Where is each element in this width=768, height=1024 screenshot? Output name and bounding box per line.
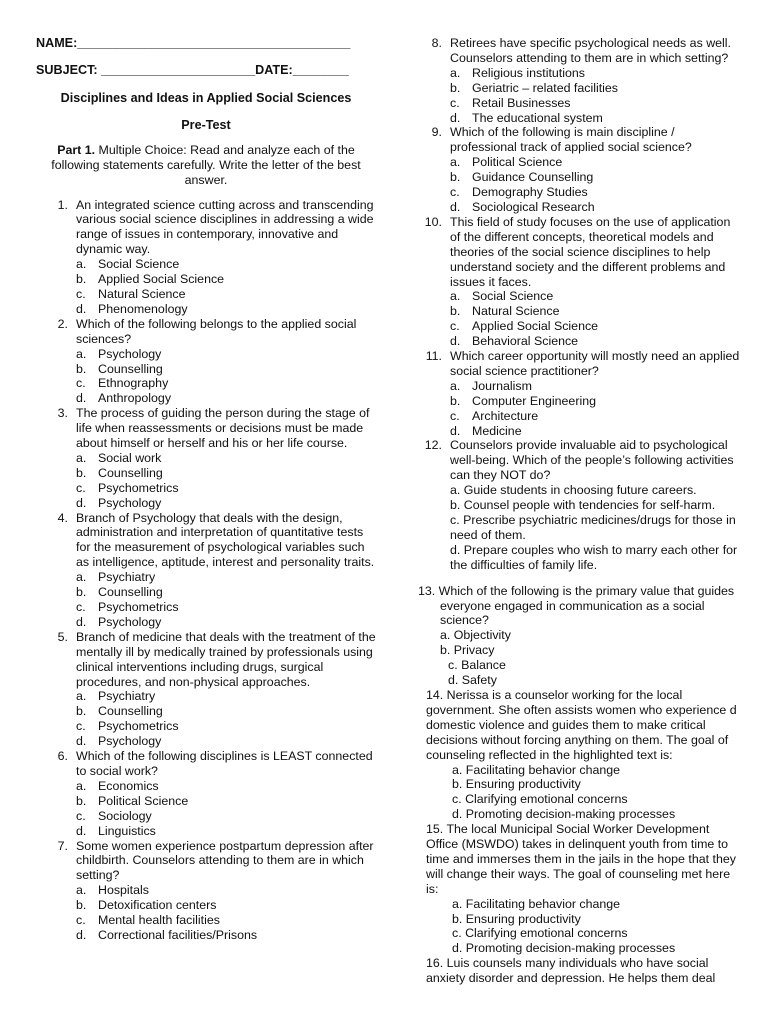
option-text: Guidance Counselling [472, 170, 594, 185]
option-text: The educational system [472, 110, 603, 125]
option-text: Counselling [98, 361, 163, 376]
option-text: Ethnography [98, 376, 169, 391]
option-text: Natural Science [472, 304, 560, 319]
question-text: The process of guiding the person during the stage of life when reassessments or decisions must be made about himself or herself and his or her life course. [76, 406, 370, 451]
option [76, 704, 376, 719]
question-text: Which of the following is main discipline / professional track of applied social science? [450, 125, 692, 155]
question-item [36, 198, 376, 317]
option-letter: b. [450, 170, 461, 185]
option-letter: c. [76, 376, 86, 391]
option-letter: d. [76, 301, 87, 316]
option-text: Counselling [98, 465, 163, 480]
option-text: Applied Social Science [98, 272, 225, 287]
option-letter: b. [76, 898, 87, 913]
option [76, 809, 376, 824]
option [76, 600, 376, 615]
option-letter: a. [76, 257, 87, 272]
option: a. Objectivity [440, 628, 511, 643]
option-letter: c. [450, 95, 460, 110]
option: a. Facilitating behavior change [452, 896, 621, 911]
option-text: Counselling [98, 704, 163, 719]
option-text: Social work [98, 450, 162, 465]
option-text: Architecture [472, 408, 539, 423]
option [76, 615, 376, 630]
option-text: Psychology [98, 346, 162, 361]
option-text: Applied Social Science [472, 319, 599, 334]
question-text: 16. Luis counsels many individuals who have social anxiety disorder and depression. He helps them deal [426, 956, 716, 986]
option-letter: b. [76, 272, 87, 287]
question-16 [418, 956, 740, 986]
option-text: Psychology [98, 614, 162, 629]
option-letter: c. [76, 480, 86, 495]
option [450, 424, 740, 439]
option-letter: a. [76, 689, 87, 704]
option-letter: b. [450, 304, 461, 319]
option [76, 466, 376, 481]
option-letter: c. [76, 808, 86, 823]
option-letter: d. [450, 199, 461, 214]
option [450, 81, 740, 96]
option [76, 347, 376, 362]
question-text: Branch of Psychology that deals with the design, administration and interpretation of quantitative tests for the measurement of psychological variables such as intelligence, aptitude, interest and personality traits. [76, 510, 375, 570]
option-letter: d. [450, 423, 461, 438]
option [450, 319, 740, 334]
question-14 [418, 688, 740, 822]
option-letter: a. [76, 778, 87, 793]
option-letter: b. [76, 793, 87, 808]
option [76, 302, 376, 317]
option-text: Economics [98, 778, 159, 793]
option [76, 391, 376, 406]
option-text: Medicine [472, 423, 522, 438]
option [450, 200, 740, 215]
option-text: Hospitals [98, 883, 149, 898]
part-label: Part 1. [57, 142, 96, 157]
option: b. Ensuring productivity [452, 911, 581, 926]
option-text: Political Science [472, 155, 563, 170]
option [76, 689, 376, 704]
document-title: Disciplines and Ideas in Applied Social Sciences [60, 91, 352, 105]
question-item [36, 511, 376, 630]
question-item [36, 630, 376, 749]
option-text: Linguistics [98, 823, 156, 838]
option [450, 155, 740, 170]
question-item [36, 317, 376, 406]
option [76, 719, 376, 734]
option [76, 451, 376, 466]
option-text: Psychiatry [98, 689, 156, 704]
option [76, 779, 376, 794]
option [450, 96, 740, 111]
option [76, 257, 376, 272]
option-text: Psychology [98, 495, 162, 510]
option: a. Guide students in choosing future careers. [450, 483, 697, 498]
option-letter: a. [450, 155, 461, 170]
question-number: 5. [57, 629, 68, 644]
option [450, 289, 740, 304]
question-item [36, 406, 376, 510]
option-text: Social Science [472, 289, 554, 304]
question-number: 12. [424, 438, 442, 453]
question-text: Which career opportunity will mostly need an applied social science practitioner? [450, 349, 740, 378]
option [76, 376, 376, 391]
option [76, 496, 376, 511]
question-item [36, 839, 376, 943]
right-column [418, 36, 740, 986]
question-body [450, 349, 740, 438]
option [76, 824, 376, 839]
question-body [76, 198, 376, 317]
subject-date-field: SUBJECT: ______________________DATE:________ [36, 63, 349, 77]
option [450, 66, 740, 81]
option: c. Prescribe psychiatric medicines/drugs for those in need of them. [450, 513, 736, 542]
option-letter: c. [450, 185, 460, 200]
option [76, 362, 376, 377]
question-text: This field of study focuses on the use of application of the different concepts, theoretical models and theories of the social science disciplines to help understand society and the different problems and issues it faces. [450, 214, 731, 289]
option [76, 734, 376, 749]
option [76, 570, 376, 585]
option-letter: d. [76, 823, 87, 838]
option-letter: b. [76, 361, 87, 376]
option [450, 170, 740, 185]
question-number: 2. [57, 316, 68, 331]
question-body [450, 215, 740, 349]
option [450, 334, 740, 349]
question-text: An integrated science cutting across and transcending various social science disciplines in addressing a wide range of issues in contemporary, innovative and dynamic way. [76, 197, 374, 257]
question-item [418, 36, 740, 125]
question-text: Which of the following belongs to the applied social sciences? [76, 316, 357, 346]
option-letter: c. [76, 286, 86, 301]
question-number: 3. [57, 406, 68, 421]
option-letter: d. [76, 614, 87, 629]
question-item [36, 749, 376, 838]
option-letter: a. [76, 450, 87, 465]
question-body [76, 317, 376, 406]
option-text: Journalism [472, 378, 532, 393]
option-letter: b. [450, 393, 461, 408]
question-text: 14. Nerissa is a counselor working for the local government. She often assists women who experience d domestic violence and guides them to make critical decisions without forcing anything on them. The goal of counseling reflected in the highlighted text is: [426, 687, 737, 762]
question-body [76, 749, 376, 838]
question-text: Counselors provide invaluable aid to psychological well-being. Which of the people’s following activities can they NOT do? [450, 438, 734, 483]
option-text: Computer Engineering [472, 393, 596, 408]
option-letter: a. [450, 65, 461, 80]
option: c. Clarifying emotional concerns [452, 792, 628, 807]
option-text: Psychometrics [98, 480, 179, 495]
option: d. Safety [448, 673, 497, 688]
question-number: 7. [57, 838, 68, 853]
question-body [76, 406, 376, 510]
option-letter: c. [450, 319, 460, 334]
question-body [76, 839, 376, 943]
question-item [418, 125, 740, 214]
question-body [450, 438, 740, 572]
option-letter: b. [450, 80, 461, 95]
option-text: Political Science [98, 793, 189, 808]
option-letter: d. [450, 110, 461, 125]
option [450, 409, 740, 424]
option [76, 287, 376, 302]
option-text: Natural Science [98, 286, 186, 301]
option-letter: a. [450, 289, 461, 304]
option-letter: d. [76, 391, 87, 406]
option-letter: b. [76, 465, 87, 480]
question-number: 4. [57, 510, 68, 525]
part-text: Multiple Choice: Read and analyze each of the following statements carefully. Write the letter of the best answer. [51, 142, 361, 187]
right-question-list [418, 36, 740, 573]
part-instructions [36, 143, 376, 188]
name-field: NAME:_______________________________________ [36, 36, 351, 50]
option [76, 898, 376, 913]
question-text: Which of the following disciplines is LEAST connected to social work? [76, 749, 373, 778]
question-body [450, 36, 740, 125]
option-letter: c. [76, 913, 86, 928]
option-text: Detoxification centers [98, 898, 217, 913]
option-text: Psychometrics [98, 719, 179, 734]
question-body [76, 511, 376, 630]
question-13 [418, 584, 740, 688]
question-number: 11. [425, 349, 442, 364]
question-item [418, 349, 740, 438]
option-letter: a. [450, 378, 461, 393]
question-number: 9. [431, 125, 442, 140]
option [76, 481, 376, 496]
question-text: Retirees have specific psychological needs as well. Counselors attending to them are in which setting? [450, 36, 731, 65]
question-number: 1. [57, 197, 68, 212]
question-body [450, 125, 740, 214]
question-text: Branch of medicine that deals with the treatment of the mentally ill by medically trained by professionals using clinical interventions including drugs, surgical procedures, and non-physical approaches. [76, 629, 376, 689]
option-text: Retail Businesses [472, 95, 571, 110]
option-letter: c. [76, 719, 86, 734]
option [76, 913, 376, 928]
option-text: Phenomenology [98, 301, 188, 316]
option [450, 379, 740, 394]
question-text: 15. The local Municipal Social Worker Development Office (MSWDO) takes in delinquent youth from time to time and immerses them in the jails in the hope that they will change their ways. The goal of counseling met here is: [426, 822, 736, 896]
option-letter: c. [450, 408, 460, 423]
option-text: Anthropology [98, 391, 172, 406]
option-text: Behavioral Science [472, 334, 579, 349]
option: d. Prepare couples who wish to marry each other for the difficulties of family life. [450, 542, 738, 572]
option [76, 928, 376, 943]
question-item [418, 438, 740, 572]
question-number: 6. [57, 749, 68, 764]
option-text: Psychology [98, 734, 162, 749]
question-15 [418, 822, 740, 956]
option-letter: b. [76, 704, 87, 719]
option-letter: d. [76, 495, 87, 510]
question-text: 13. Which of the following is the primary value that guides everyone engaged in communication as a social science? [418, 583, 735, 628]
option: b. Ensuring productivity [452, 777, 581, 792]
option-letter: d. [76, 734, 87, 749]
option [450, 394, 740, 409]
option-letter: a. [76, 346, 87, 361]
question-body [76, 630, 376, 749]
left-column [36, 36, 376, 943]
question-text: Some women experience postpartum depression after childbirth. Counselors attending to them are in which setting? [76, 838, 374, 883]
document-subtitle: Pre-Test [181, 117, 231, 132]
option-letter: a. [76, 570, 87, 585]
option: c. Balance [448, 658, 506, 673]
option-text: Religious institutions [472, 65, 585, 80]
option-letter: b. [76, 585, 87, 600]
option-letter: c. [76, 600, 86, 614]
option: c. Clarifying emotional concerns [452, 926, 628, 941]
option [450, 304, 740, 319]
question-number: 10. [424, 214, 442, 229]
option [76, 585, 376, 600]
option-text: Correctional facilities/Prisons [98, 927, 258, 942]
option-text: Demography Studies [472, 185, 588, 200]
option [450, 185, 740, 200]
option: a. Facilitating behavior change [452, 762, 621, 777]
option: b. Counsel people with tendencies for self-harm. [450, 498, 716, 513]
option [76, 883, 376, 898]
left-question-list [36, 198, 376, 943]
option [76, 794, 376, 809]
option-text: Mental health facilities [98, 913, 220, 928]
spacer [418, 573, 740, 584]
option-text: Psychometrics [98, 600, 179, 614]
option [450, 111, 740, 126]
option: d. Promoting decision-making processes [452, 941, 676, 956]
question-number: 8. [431, 36, 442, 50]
option-text: Psychiatry [98, 570, 156, 585]
question-item [418, 215, 740, 349]
option-letter: d. [450, 334, 461, 349]
option-text: Counselling [98, 585, 163, 600]
option-letter: d. [76, 927, 87, 942]
option: b. Privacy [440, 643, 495, 658]
option-text: Sociological Research [472, 199, 595, 214]
option: d. Promoting decision-making processes [452, 807, 676, 822]
option-text: Sociology [98, 808, 152, 823]
option-text: Geriatric – related facilities [472, 80, 618, 95]
option-text: Social Science [98, 257, 180, 272]
option-letter: a. [76, 883, 87, 898]
option [76, 272, 376, 287]
